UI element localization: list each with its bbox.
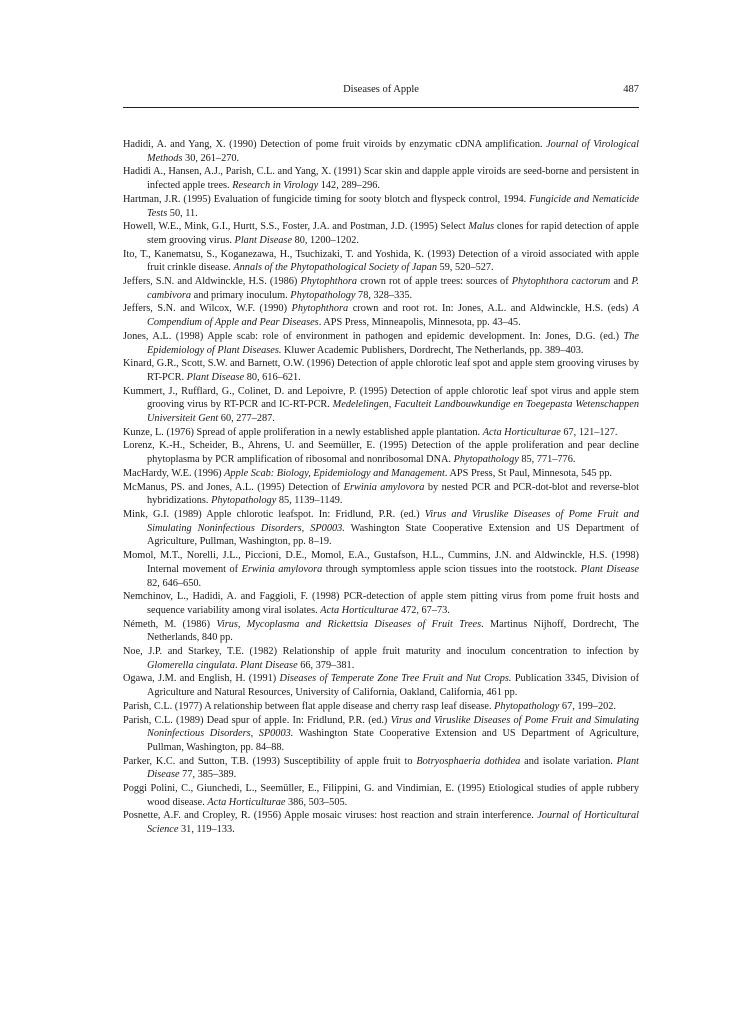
reference-entry [123, 714, 639, 755]
reference-list [123, 138, 639, 837]
reference-text: Publication 3345, Division of Agriculture and Natural Resources, University of California, Oakland, California, 461 pp. [147, 673, 640, 699]
reference-entry [123, 138, 639, 165]
reference-text: . APS Press, Minneapolis, Minnesota, pp. 43–45. [318, 317, 521, 329]
reference-italic: A Compendium of Apple and Pear Diseases [147, 303, 639, 329]
reference-italic: Diseases of Temperate Zone Tree Fruit and Nut Crops. [279, 673, 512, 685]
reference-italic: Virus, Mycoplasma and Rickettsia Diseases of Fruit Trees [216, 618, 482, 630]
reference-entry [123, 275, 639, 302]
reference-italic: Apple Scab: Biology, Epidemiology and Management [224, 467, 445, 479]
reference-text: through symptomless apple scion tissues into the rootstock. [322, 563, 581, 575]
reference-italic: Acta Horticulturae [320, 604, 399, 616]
reference-text: 82, 646–650. [147, 577, 202, 589]
reference-entry [123, 426, 639, 440]
reference-italic: Virus and Viruslike Diseases of Pome Fruit and Simulating Noninfectious Disorders, SP0003. [147, 508, 639, 534]
reference-entry [123, 439, 639, 466]
reference-text: Jeffers, S.N. and Wilcox, W.F. (1990) [123, 303, 292, 315]
reference-entry [123, 508, 639, 549]
reference-text: McManus, PS. and Jones, A.L. (1995) Detection of [123, 481, 344, 493]
reference-italic: Phytopathology [290, 289, 356, 301]
reference-text: 77, 385–389. [179, 769, 237, 781]
reference-text: 30, 261–270. [182, 152, 240, 164]
reference-text: Washington State Cooperative Extension and US Department of Agriculture, Pullman, Washington, pp. 84–88. [147, 728, 639, 753]
reference-italic: Fungicide and Nematicide Tests [147, 193, 639, 219]
reference-text: Parker, K.C. and Sutton, T.B. (1993) Susceptibility of apple fruit to [123, 755, 417, 767]
page-number: 487 [623, 84, 639, 95]
reference-text: MacHardy, W.E. (1996) [123, 467, 225, 479]
reference-text: Kluwer Academic Publishers, Dordrecht, The Netherlands, pp. 389–403. [281, 344, 584, 356]
reference-text: 50, 11. [167, 207, 198, 219]
reference-text: Parish, C.L. (1977) A relationship between flat apple disease and cherry rasp leaf disease. [123, 700, 495, 712]
reference-text: Kunze, L. (1976) Spread of apple proliferation in a newly established apple plantation. [123, 426, 483, 438]
reference-italic: Plant Disease [234, 234, 293, 246]
reference-italic: Journal of Virological Methods [147, 139, 639, 164]
reference-text: and [610, 276, 632, 288]
reference-italic: Medelelingen, Faculteit Landbouwkundige en Toegepasta Wetenschappen Universiteit Gent [147, 399, 640, 425]
reference-text: Ogawa, J.M. and English, H. (1991) [123, 673, 280, 685]
reference-text: Noe, J.P. and Starkey, T.E. (1982) Relationship of apple fruit maturity and inoculum concentration to infection by [123, 646, 639, 658]
reference-italic: Erwinia amylovora [241, 563, 323, 575]
reference-text: Kummert, J., Rufflard, G., Colinet, D. and Lepoivre, P. (1995) Detection of apple chlorotic leaf spot virus and apple stem grooving virus by RT-PCR and IC-RT-PCR. [123, 385, 639, 411]
reference-text: and primary inoculum. [191, 289, 291, 301]
reference-entry [123, 165, 639, 192]
reference-text: Németh, M. (1986) [123, 618, 217, 630]
reference-italic: Acta Horticulturae [207, 796, 286, 808]
reference-text: 472, 67–73. [398, 604, 450, 616]
reference-text: clones for rapid detection of apple stem grooving virus. [147, 221, 639, 246]
reference-text: Jeffers, S.N. and Aldwinckle, H.S. (1986) [123, 276, 301, 288]
reference-text: 386, 503–505. [285, 796, 348, 808]
reference-text: 142, 289–296. [318, 180, 380, 192]
reference-italic: The Epidemiology of Plant Diseases. [147, 330, 639, 356]
reference-entry [123, 618, 639, 645]
reference-text: 85, 771–776. [518, 454, 576, 466]
reference-entry [123, 193, 639, 220]
reference-entry [123, 549, 639, 590]
reference-text: 67, 121–127. [560, 426, 618, 438]
reference-text: 66, 379–381. [297, 659, 355, 671]
reference-entry [123, 302, 639, 329]
reference-italic: Plant Disease [186, 371, 245, 383]
reference-italic: Acta Horticulturae [482, 426, 561, 438]
reference-text: Hadidi A., Hansen, A.J., Parish, C.L. and Yang, X. (1991) Scar skin and dapple apple viroids are seed-borne and persistent in infected apple trees. [123, 166, 639, 192]
reference-italic: Annals of the Phytopathological Society of Japan [233, 262, 437, 274]
reference-italic: Phytophthora [291, 303, 349, 315]
reference-text: Momol, M.T., Norelli, J.L., Piccioni, D.E., Momol, E.A., Gustafson, H.L., Cummins, J.N. and Aldwinckle, H.S. (1998) Internal movement of [123, 550, 639, 575]
reference-entry [123, 357, 639, 384]
reference-italic: Journal of Horticultural Science [147, 810, 640, 836]
reference-entry [123, 672, 639, 699]
reference-text: 78, 328–335. [355, 289, 413, 301]
reference-italic: Plant Disease [147, 755, 639, 781]
reference-italic: Phytophthora [300, 276, 358, 288]
reference-text: 59, 520–527. [436, 262, 494, 274]
reference-italic: P. cambivora [147, 276, 639, 301]
reference-entry [123, 220, 639, 247]
reference-text: . [235, 659, 241, 671]
reference-text: Parish, C.L. (1989) Dead spur of apple. In: Fridlund, P.R. (ed.) [123, 714, 391, 726]
reference-text: Mink, G.I. (1989) Apple chlorotic leafspot. In: Fridlund, P.R. (ed.) [123, 508, 425, 520]
reference-entry [123, 481, 639, 508]
reference-entry [123, 809, 639, 836]
reference-text: Posnette, A.F. and Cropley, R. (1956) Apple mosaic viruses: host reaction and strain interference. [123, 810, 538, 822]
reference-italic: Plant Disease [240, 659, 298, 671]
reference-italic: Phytopathology [211, 495, 277, 507]
reference-text: and isolate variation. [520, 755, 617, 767]
reference-italic: Research in Virology [232, 180, 319, 192]
reference-entry [123, 248, 639, 275]
reference-text: crown and root rot. In: Jones, A.L. and Aldwinckle, H.S. (eds) [348, 303, 633, 315]
page-header [123, 82, 639, 102]
reference-italic: Phytopathology [494, 700, 560, 712]
reference-text: . Martinus Nijhoff, Dordrecht, The Netherlands, 840 pp. [147, 618, 639, 644]
reference-text: Howell, W.E., Mink, G.I., Hurtt, S.S., Foster, J.A. and Postman, J.D. (1995) Select [123, 221, 469, 233]
reference-italic: Erwinia amylovora [343, 481, 425, 493]
reference-italic: Malus [468, 221, 495, 233]
reference-text: 80, 616–621. [244, 371, 301, 383]
reference-italic: Glomerella cingulata [147, 659, 235, 671]
reference-text: 67, 199–202. [559, 700, 616, 712]
reference-italic: Plant Disease [580, 563, 640, 575]
reference-italic: Phytophthora cactorum [511, 276, 611, 288]
reference-entry [123, 755, 639, 782]
reference-text: 80, 1200–1202. [292, 234, 359, 246]
header-rule [123, 107, 639, 108]
reference-entry [123, 467, 639, 481]
running-title: Diseases of Apple [343, 84, 419, 95]
reference-text: Jones, A.L. (1998) Apple scab: role of environment in pathogen and epidemic development. In: Jones, D.G. (ed.) [123, 330, 624, 342]
reference-entry [123, 385, 639, 426]
reference-italic: Phytopathology [453, 454, 519, 466]
reference-text: Washington State Cooperative Extension and US Department of Agriculture, Pullman, Washington, pp. 8–19. [147, 522, 639, 548]
reference-text: Hartman, J.R. (1995) Evaluation of fungicide timing for sooty blotch and flyspeck control, 1994. [123, 193, 530, 205]
reference-text: 31, 119–133. [178, 824, 235, 836]
reference-text: . APS Press, St Paul, Minnesota, 545 pp. [444, 467, 612, 479]
reference-text: by nested PCR and PCR-dot-blot and reverse-blot hybridizations. [147, 481, 639, 507]
reference-text: crown rot of apple trees: sources of [357, 276, 512, 288]
reference-text: Kinard, G.R., Scott, S.W. and Barnett, O.W. (1996) Detection of apple chlorotic leaf spot and apple stem grooving viruses by RT-PCR. [123, 358, 639, 383]
reference-text: 85, 1139–1149. [276, 495, 343, 507]
reference-entry [123, 782, 639, 809]
reference-entry [123, 590, 639, 617]
reference-text: Poggi Polini, C., Giunchedi, L., Seemüller, E., Filippini, G. and Vindimian, E. (1995) Etiological studies of apple rubbery wood disease. [123, 783, 639, 808]
reference-text: 60, 277–287. [218, 413, 275, 425]
reference-text: Nemchinov, L., Hadidi, A. and Faggioli, F. (1998) PCR-detection of apple stem pitting virus from pome fruit hosts and sequence variability among viral isolates. [123, 591, 639, 616]
reference-text: Lorenz, K.-H., Scheider, B., Ahrens, U. and Seemüller, E. (1995) Detection of the apple proliferation and pear decline phytoplasma by PCR amplification of ribosomal and nonribosomal DNA. [123, 440, 639, 466]
reference-text: Hadidi, A. and Yang, X. (1990) Detection of pome fruit viroids by enzymatic cDNA amplification. [123, 139, 547, 150]
reference-italic: Virus and Viruslike Diseases of Pome Fruit and Simulating Noninfectious Disorders, SP0003. [147, 714, 639, 740]
reference-entry [123, 700, 639, 714]
reference-entry [123, 645, 639, 672]
reference-text: Ito, T., Kanematsu, S., Koganezawa, H., Tsuchizaki, T. and Yoshida, K. (1993) Detection of a viroid associated with apple fruit crinkle disease. [123, 248, 639, 274]
reference-entry [123, 330, 639, 357]
reference-italic: Botryosphaeria dothidea [416, 755, 521, 767]
